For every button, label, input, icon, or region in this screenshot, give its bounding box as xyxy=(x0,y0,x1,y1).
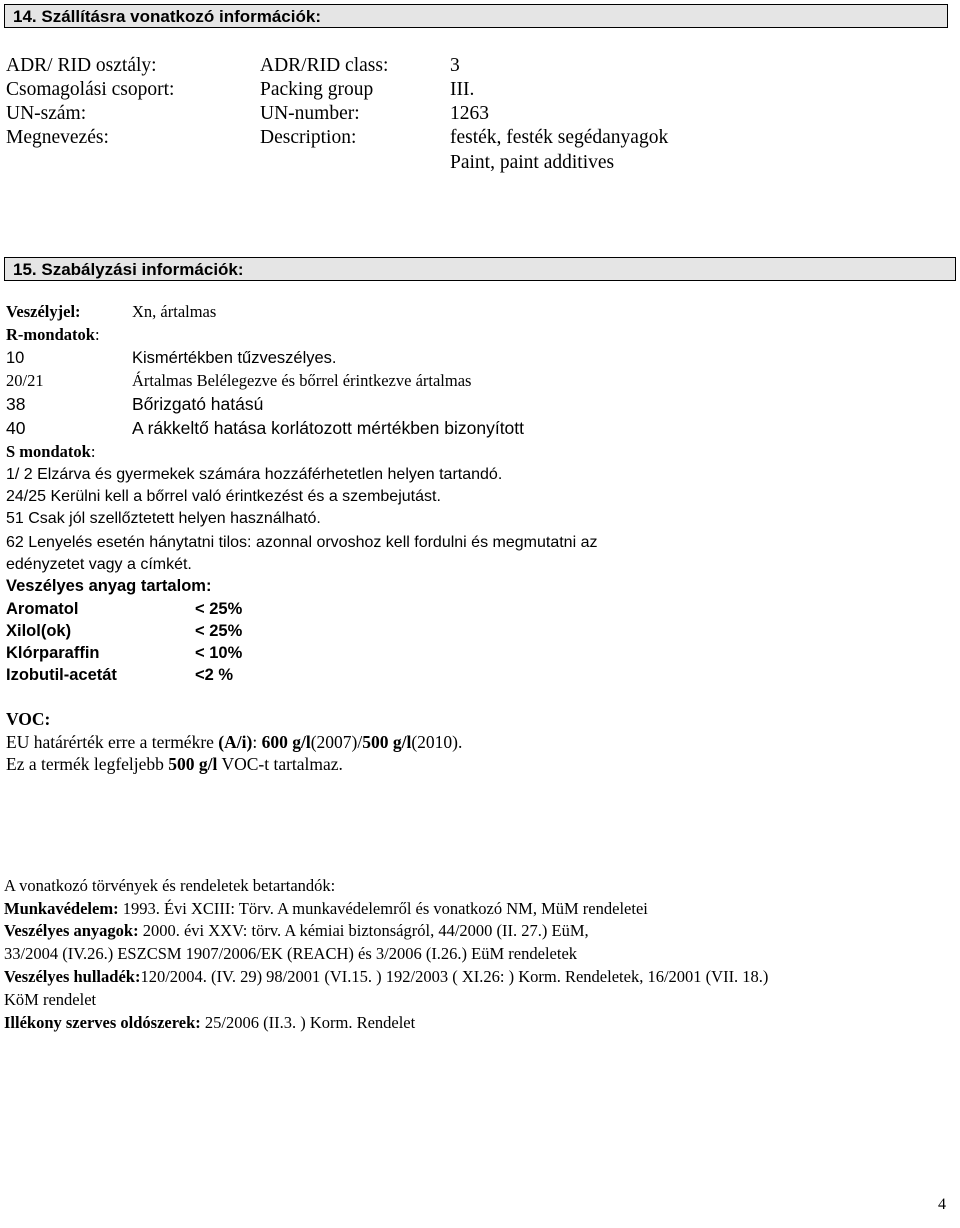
law-work-safety xyxy=(4,899,648,919)
substance-name: Klórparaffin xyxy=(6,644,100,662)
substance-value: < 10% xyxy=(195,644,243,662)
s-phrase: 51 Csak jól szellőztetett helyen használható. xyxy=(6,510,321,527)
law-label: Veszélyes anyagok: xyxy=(4,921,143,940)
un-number-value: 1263 xyxy=(450,103,489,124)
hazardous-content-title: Veszélyes anyag tartalom: xyxy=(6,577,212,595)
voc-text: (2010). xyxy=(411,732,463,752)
s-phrases-title xyxy=(6,442,95,462)
voc-content-line xyxy=(6,754,343,775)
section-14-header: 14. Szállításra vonatkozó információk: xyxy=(4,4,948,28)
section-15-header: 15. Szabályzási információk: xyxy=(4,257,956,281)
packing-group-label-hu: Csomagolási csoport: xyxy=(6,79,175,100)
substance-value: <2 % xyxy=(195,666,234,684)
s-phrases-title-colon: : xyxy=(90,442,96,461)
substance-value: < 25% xyxy=(195,600,243,618)
substance-name: Izobutil-acetát xyxy=(6,666,117,684)
voc-text: (2007)/ xyxy=(310,732,363,752)
r-phrase-code: 20/21 xyxy=(6,371,44,390)
r-phrase-text: Kismértékben tűzveszélyes. xyxy=(132,349,337,367)
voc-bold: 600 g/l xyxy=(261,732,311,752)
r-phrase-text: Ártalmas Belélegezve és bőrrel érintkezve ártalmas xyxy=(132,371,472,390)
description-label-hu: Megnevezés: xyxy=(6,127,109,148)
un-number-label-hu: UN-szám: xyxy=(6,103,87,124)
law-hazardous-materials-cont: 33/2004 (IV.26.) ESZCSM 1907/2006/EK (REACH) és 3/2006 (I.26.) EüM rendeletek xyxy=(4,944,578,963)
law-hazardous-waste-cont: KöM rendelet xyxy=(4,990,97,1009)
s-phrases-title-text: S mondatok xyxy=(6,442,91,461)
description-label-en: Description: xyxy=(260,127,357,148)
law-label: Veszélyes hulladék: xyxy=(4,967,141,986)
adr-class-value: 3 xyxy=(450,55,460,76)
voc-text: EU határérték erre a termékre xyxy=(6,732,219,752)
adr-class-label-hu: ADR/ RID osztály: xyxy=(6,55,157,76)
r-phrases-title-colon: : xyxy=(94,325,100,344)
law-hazardous-materials xyxy=(4,921,589,941)
s-phrase: 1/ 2 Elzárva és gyermekek számára hozzáférhetetlen helyen tartandó. xyxy=(6,466,503,483)
law-text: 25/2006 (II.3. ) Korm. Rendelet xyxy=(204,1013,416,1032)
law-text: 1993. Évi XCIII: Törv. A munkavédelemről és vonatkozó NM, MüM rendeletei xyxy=(122,899,648,918)
packing-group-value: III. xyxy=(450,79,475,100)
law-label: Illékony szerves oldószerek: xyxy=(4,1013,205,1032)
law-text: 120/2004. (IV. 29) 98/2001 (VI.15. ) 192/2003 ( XI.26: ) Korm. Rendeletek, 16/2001 (VII. 18.) xyxy=(140,967,769,986)
voc-bold: (A/i) xyxy=(218,732,253,752)
law-volatile-solvents xyxy=(4,1013,415,1033)
description-value-en: Paint, paint additives xyxy=(450,152,615,173)
voc-text: : xyxy=(252,732,262,752)
un-number-label-en: UN-number: xyxy=(260,103,360,124)
s-phrase: 62 Lenyelés esetén hánytatni tilos: azonnal orvoshoz kell fordulni és megmutatni az xyxy=(6,534,598,551)
s-phrase: edényzetet vagy a címkét. xyxy=(6,556,192,573)
law-text: 2000. évi XXV: törv. A kémiai biztonságról, 44/2000 (II. 27.) EüM, xyxy=(142,921,589,940)
substance-name: Xilol(ok) xyxy=(6,622,72,640)
r-phrase-text: A rákkeltő hatása korlátozott mértékben bizonyított xyxy=(132,418,525,438)
hazard-symbol-label: Veszélyjel: xyxy=(6,302,81,321)
description-value-hu: festék, festék segédanyagok xyxy=(450,127,669,148)
voc-bold: 500 g/l xyxy=(168,754,218,774)
adr-class-label-en: ADR/RID class: xyxy=(260,55,389,76)
voc-title: VOC: xyxy=(6,709,51,729)
substance-value: < 25% xyxy=(195,622,243,640)
voc-limit-line xyxy=(6,732,462,753)
r-phrase-code: 38 xyxy=(6,394,26,414)
r-phrase-code: 40 xyxy=(6,418,26,438)
voc-text: Ez a termék legfeljebb xyxy=(6,754,169,774)
voc-bold: 500 g/l xyxy=(362,732,412,752)
law-label: Munkavédelem: xyxy=(4,899,123,918)
hazard-symbol-value: Xn, ártalmas xyxy=(132,302,217,321)
page-number: 4 xyxy=(938,1196,946,1213)
r-phrase-code: 10 xyxy=(6,349,25,367)
r-phrases-title xyxy=(6,325,100,345)
r-phrases-title-text: R-mondatok xyxy=(6,325,95,344)
r-phrase-text: Bőrizgató hatású xyxy=(132,394,264,414)
laws-intro: A vonatkozó törvények és rendeletek betartandók: xyxy=(4,876,336,895)
packing-group-label-en: Packing group xyxy=(260,79,374,100)
s-phrase: 24/25 Kerülni kell a bőrrel való érintkezést és a szembejutást. xyxy=(6,488,441,505)
law-hazardous-waste xyxy=(4,967,768,987)
substance-name: Aromatol xyxy=(6,600,79,618)
voc-text: VOC-t tartalmaz. xyxy=(217,754,343,774)
